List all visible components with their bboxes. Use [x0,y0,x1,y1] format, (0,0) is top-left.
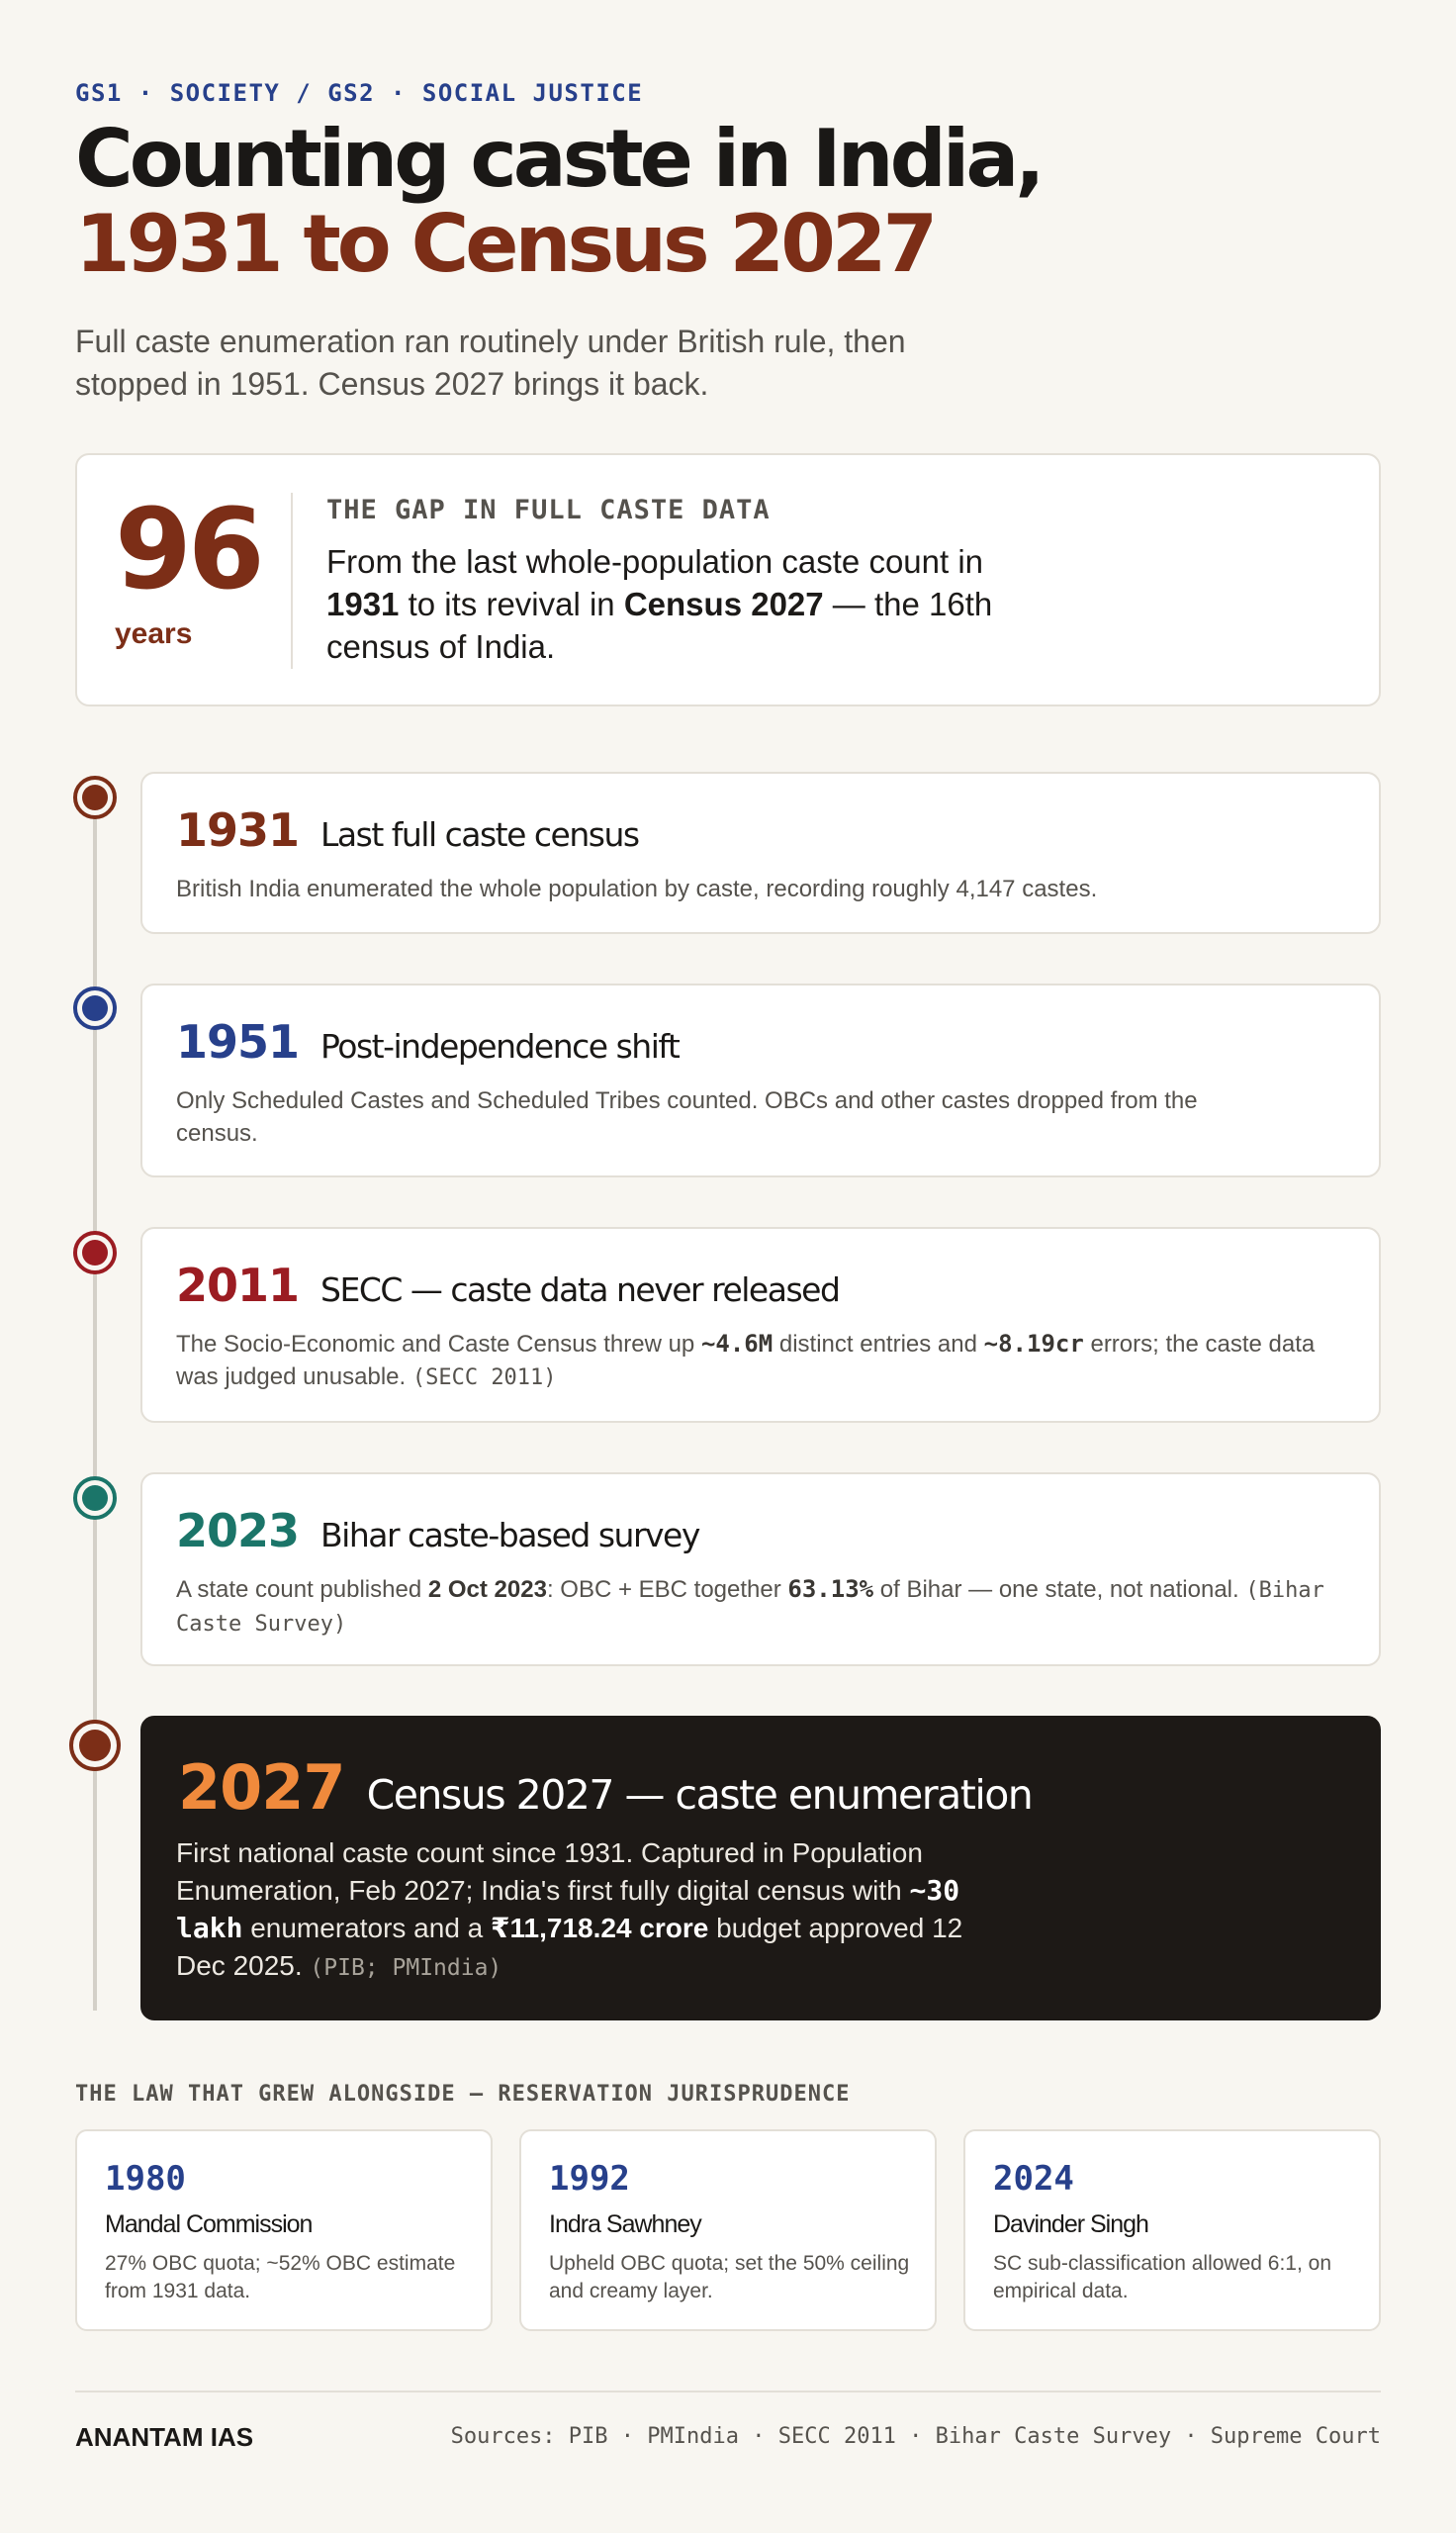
title-line-1: Counting caste in India, [75,113,1042,205]
law-year: 1992 [549,2159,630,2199]
timeline-dot-2011 [73,1231,117,1274]
source-citation: (SECC 2011) [411,1365,557,1390]
event-year: 1951 [176,1015,300,1069]
law-year: 1980 [105,2159,186,2199]
law-section-heading: THE LAW THAT GREW ALONGSIDE — RESERVATION JURISPRUDENCE [75,2082,851,2107]
brand-name: ANANTAM IAS [75,2422,254,2452]
timeline-line [93,797,97,2011]
gap-number: 96 [115,486,261,614]
event-title: Census 2027 — caste enumeration [366,1771,1033,1819]
event-description: First national caste count since 1931. Captured in Population Enumeration, Feb 2027; India's first fully digital census with ~30 lakh enumerators and a ₹11,718.24 crore budget approved 12 Dec 2025. (PIB; PMIndia) [176,1837,963,1981]
event-title: Bihar caste-based survey [320,1516,699,1554]
law-description: Upheld OBC quota; set the 50% ceiling and creamy layer. [549,2252,910,2302]
gap-label: THE GAP IN FULL CASTE DATA [326,495,771,525]
event-description: The Socio-Economic and Caste Census threw up ~4.6M distinct entries and ~8.19cr errors; the caste data was judged unusable. (SECC 2011) [176,1330,1316,1390]
timeline-dot-1931 [73,776,117,819]
event-description: British India enumerated the whole population by caste, recording roughly 4,147 castes. [176,876,1098,902]
event-description: Only Scheduled Castes and Scheduled Tribes counted. OBCs and other castes dropped from the census. [176,1087,1198,1147]
timeline-event-2011 [140,1227,1381,1423]
event-description: A state count published 2 Oct 2023: OBC + EBC together 63.13% of Bihar — one state, not national. (Bihar Caste Survey) [176,1575,1324,1637]
gap-divider [291,493,293,669]
timeline-dot-2023 [73,1476,117,1520]
law-card-indra-sawhney [519,2129,937,2331]
title-line-2: 1931 to Census 2027 [75,198,935,290]
timeline-dot-1951 [73,986,117,1030]
event-title: SECC — caste data never released [320,1270,840,1309]
event-title: Last full caste census [320,815,639,854]
gap-card [75,453,1381,706]
law-description: SC sub-classification allowed 6:1, on empirical data. [993,2252,1332,2302]
timeline-dot-2027 [69,1720,121,1771]
event-year: 1931 [176,803,300,857]
gap-unit: years [115,617,193,650]
law-card-mandal [75,2129,493,2331]
law-year: 2024 [993,2159,1074,2199]
timeline-event-2023 [140,1472,1381,1666]
footer-divider [75,2391,1381,2392]
timeline-event-1951 [140,984,1381,1177]
law-name: Mandal Commission [105,2210,313,2238]
page-subtitle: Full caste enumeration ran routinely under British rule, then stopped in 1951. Census 2027 brings it back. [75,324,906,402]
timeline-event-1931 [140,772,1381,934]
law-description: 27% OBC quota; ~52% OBC estimate from 1931 data. [105,2252,456,2302]
sources-line: Sources: PIB · PMIndia · SECC 2011 · Bihar Caste Survey · Supreme Court [450,2424,1381,2449]
gap-text: From the last whole-population caste count in 1931 to its revival in Census 2027 — the 16th census of India. [326,543,993,665]
timeline-event-2027 [140,1716,1381,2020]
source-citation: (Bihar Caste Survey) [176,1578,1324,1637]
page-title [75,113,1042,290]
event-year: 2023 [176,1504,300,1557]
law-name: Indra Sawhney [549,2210,701,2238]
subject-kicker: GS1 · SOCIETY / GS2 · SOCIAL JUSTICE [75,79,644,107]
event-title: Post-independence shift [320,1027,680,1066]
event-year: 2011 [176,1259,300,1312]
law-card-davinder-singh [963,2129,1381,2331]
event-year: 2027 [178,1751,345,1824]
law-name: Davinder Singh [993,2210,1148,2238]
source-citation: (PIB; PMIndia) [310,1955,502,1981]
